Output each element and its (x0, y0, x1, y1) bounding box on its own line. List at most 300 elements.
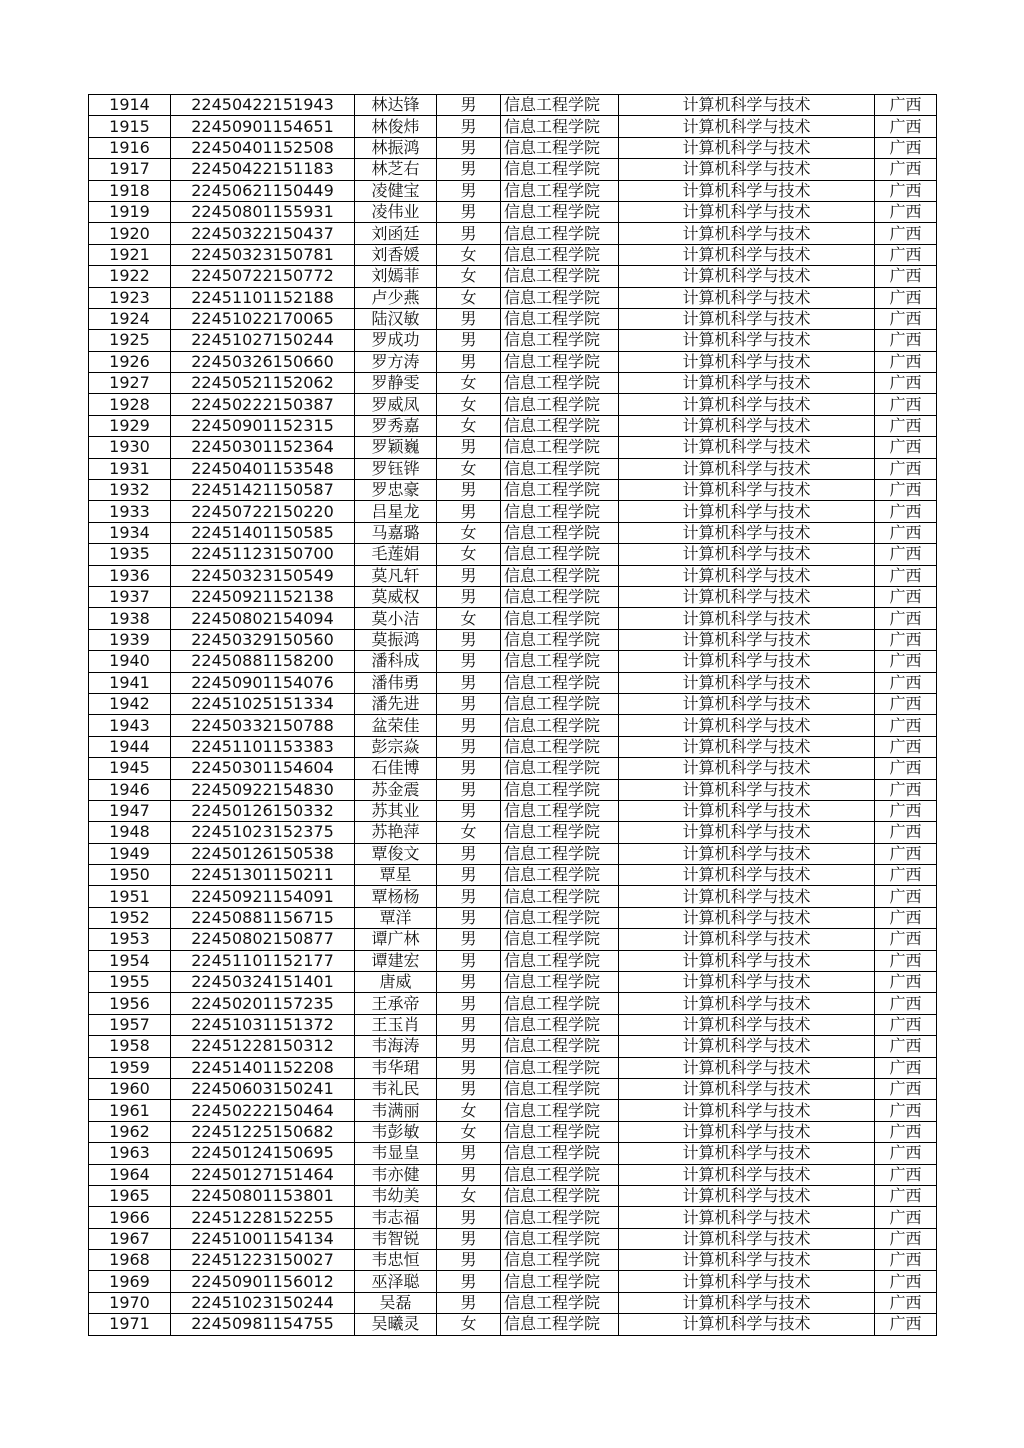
gender-cell: 男 (437, 1271, 501, 1292)
table-row (89, 1207, 937, 1228)
exam-id-cell: 22450124150695 (171, 1143, 355, 1164)
gender-cell: 男 (437, 865, 501, 886)
gender-cell: 男 (437, 95, 501, 116)
major-cell: 计算机科学与技术 (619, 244, 875, 265)
seq-cell: 1959 (89, 1057, 171, 1078)
table-row (89, 608, 937, 629)
student-roster-table (88, 94, 937, 1336)
exam-id-cell: 22450422151183 (171, 159, 355, 180)
seq-cell: 1953 (89, 929, 171, 950)
table-row (89, 1100, 937, 1121)
table-row (89, 244, 937, 265)
college-cell: 信息工程学院 (501, 266, 619, 287)
seq-cell: 1936 (89, 565, 171, 586)
table-row (89, 779, 937, 800)
major-cell: 计算机科学与技术 (619, 223, 875, 244)
province-cell: 广西 (875, 159, 937, 180)
table-row (89, 843, 937, 864)
name-cell: 苏金震 (355, 779, 437, 800)
college-cell: 信息工程学院 (501, 907, 619, 928)
major-cell: 计算机科学与技术 (619, 137, 875, 158)
exam-id-cell: 22450901156012 (171, 1271, 355, 1292)
gender-cell: 女 (437, 266, 501, 287)
table-row (89, 1250, 937, 1271)
major-cell: 计算机科学与技术 (619, 672, 875, 693)
name-cell: 罗威凤 (355, 394, 437, 415)
seq-cell: 1939 (89, 629, 171, 650)
table-row (89, 137, 937, 158)
name-cell: 韦海涛 (355, 1036, 437, 1057)
major-cell: 计算机科学与技术 (619, 972, 875, 993)
exam-id-cell: 22450921152138 (171, 586, 355, 607)
college-cell: 信息工程学院 (501, 244, 619, 265)
major-cell: 计算机科学与技术 (619, 1014, 875, 1035)
college-cell: 信息工程学院 (501, 800, 619, 821)
college-cell: 信息工程学院 (501, 779, 619, 800)
table-row (89, 736, 937, 757)
province-cell: 广西 (875, 629, 937, 650)
name-cell: 潘科成 (355, 651, 437, 672)
major-cell: 计算机科学与技术 (619, 886, 875, 907)
college-cell: 信息工程学院 (501, 458, 619, 479)
seq-cell: 1957 (89, 1014, 171, 1035)
table-row (89, 651, 937, 672)
name-cell: 刘嫣菲 (355, 266, 437, 287)
gender-cell: 男 (437, 1250, 501, 1271)
seq-cell: 1920 (89, 223, 171, 244)
gender-cell: 男 (437, 437, 501, 458)
table-row (89, 351, 937, 372)
name-cell: 罗忠豪 (355, 480, 437, 501)
table-row (89, 1271, 937, 1292)
exam-id-cell: 22450881156715 (171, 907, 355, 928)
gender-cell: 男 (437, 330, 501, 351)
college-cell: 信息工程学院 (501, 159, 619, 180)
major-cell: 计算机科学与技术 (619, 159, 875, 180)
seq-cell: 1946 (89, 779, 171, 800)
exam-id-cell: 22451001154134 (171, 1228, 355, 1249)
exam-id-cell: 22451123150700 (171, 544, 355, 565)
name-cell: 莫小洁 (355, 608, 437, 629)
exam-id-cell: 22450901154651 (171, 116, 355, 137)
major-cell: 计算机科学与技术 (619, 693, 875, 714)
major-cell: 计算机科学与技术 (619, 715, 875, 736)
gender-cell: 女 (437, 1100, 501, 1121)
gender-cell: 女 (437, 522, 501, 543)
college-cell: 信息工程学院 (501, 672, 619, 693)
seq-cell: 1938 (89, 608, 171, 629)
major-cell: 计算机科学与技术 (619, 373, 875, 394)
name-cell: 韦显皇 (355, 1143, 437, 1164)
college-cell: 信息工程学院 (501, 758, 619, 779)
major-cell: 计算机科学与技术 (619, 736, 875, 757)
table-row (89, 993, 937, 1014)
seq-cell: 1944 (89, 736, 171, 757)
gender-cell: 男 (437, 223, 501, 244)
gender-cell: 男 (437, 1036, 501, 1057)
exam-id-cell: 22451225150682 (171, 1121, 355, 1142)
table-row (89, 480, 937, 501)
seq-cell: 1964 (89, 1164, 171, 1185)
table-row (89, 972, 937, 993)
college-cell: 信息工程学院 (501, 629, 619, 650)
name-cell: 莫威权 (355, 586, 437, 607)
province-cell: 广西 (875, 929, 937, 950)
college-cell: 信息工程学院 (501, 1078, 619, 1099)
exam-id-cell: 22450127151464 (171, 1164, 355, 1185)
major-cell: 计算机科学与技术 (619, 308, 875, 329)
college-cell: 信息工程学院 (501, 95, 619, 116)
college-cell: 信息工程学院 (501, 522, 619, 543)
province-cell: 广西 (875, 522, 937, 543)
name-cell: 谭广林 (355, 929, 437, 950)
exam-id-cell: 22450301154604 (171, 758, 355, 779)
gender-cell: 男 (437, 565, 501, 586)
exam-id-cell: 22451101152177 (171, 950, 355, 971)
major-cell: 计算机科学与技术 (619, 480, 875, 501)
college-cell: 信息工程学院 (501, 651, 619, 672)
seq-cell: 1919 (89, 201, 171, 222)
exam-id-cell: 22450323150549 (171, 565, 355, 586)
college-cell: 信息工程学院 (501, 330, 619, 351)
province-cell: 广西 (875, 480, 937, 501)
major-cell: 计算机科学与技术 (619, 993, 875, 1014)
gender-cell: 男 (437, 180, 501, 201)
seq-cell: 1915 (89, 116, 171, 137)
seq-cell: 1917 (89, 159, 171, 180)
name-cell: 王玉肖 (355, 1014, 437, 1035)
seq-cell: 1922 (89, 266, 171, 287)
college-cell: 信息工程学院 (501, 715, 619, 736)
college-cell: 信息工程学院 (501, 693, 619, 714)
province-cell: 广西 (875, 843, 937, 864)
college-cell: 信息工程学院 (501, 1271, 619, 1292)
major-cell: 计算机科学与技术 (619, 1314, 875, 1335)
seq-cell: 1970 (89, 1292, 171, 1313)
name-cell: 罗静雯 (355, 373, 437, 394)
exam-id-cell: 22450802154094 (171, 608, 355, 629)
province-cell: 广西 (875, 1185, 937, 1206)
province-cell: 广西 (875, 415, 937, 436)
college-cell: 信息工程学院 (501, 501, 619, 522)
name-cell: 谭建宏 (355, 950, 437, 971)
province-cell: 广西 (875, 1014, 937, 1035)
province-cell: 广西 (875, 800, 937, 821)
province-cell: 广西 (875, 950, 937, 971)
exam-id-cell: 22450401152508 (171, 137, 355, 158)
table-row (89, 95, 937, 116)
table-row (89, 1164, 937, 1185)
seq-cell: 1925 (89, 330, 171, 351)
name-cell: 罗成功 (355, 330, 437, 351)
table-row (89, 822, 937, 843)
major-cell: 计算机科学与技术 (619, 351, 875, 372)
name-cell: 林达锋 (355, 95, 437, 116)
major-cell: 计算机科学与技术 (619, 1121, 875, 1142)
seq-cell: 1933 (89, 501, 171, 522)
seq-cell: 1958 (89, 1036, 171, 1057)
table-row (89, 1185, 937, 1206)
seq-cell: 1930 (89, 437, 171, 458)
table-row (89, 1314, 937, 1335)
seq-cell: 1943 (89, 715, 171, 736)
table-row (89, 586, 937, 607)
province-cell: 广西 (875, 672, 937, 693)
gender-cell: 女 (437, 822, 501, 843)
name-cell: 韦志福 (355, 1207, 437, 1228)
seq-cell: 1956 (89, 993, 171, 1014)
gender-cell: 男 (437, 1292, 501, 1313)
college-cell: 信息工程学院 (501, 544, 619, 565)
province-cell: 广西 (875, 865, 937, 886)
college-cell: 信息工程学院 (501, 993, 619, 1014)
province-cell: 广西 (875, 822, 937, 843)
table-row (89, 565, 937, 586)
college-cell: 信息工程学院 (501, 1292, 619, 1313)
table-row (89, 201, 937, 222)
table-row (89, 180, 937, 201)
major-cell: 计算机科学与技术 (619, 1057, 875, 1078)
exam-id-cell: 22450621150449 (171, 180, 355, 201)
major-cell: 计算机科学与技术 (619, 1185, 875, 1206)
name-cell: 王承帝 (355, 993, 437, 1014)
seq-cell: 1961 (89, 1100, 171, 1121)
table-row (89, 159, 937, 180)
college-cell: 信息工程学院 (501, 843, 619, 864)
name-cell: 巫泽聪 (355, 1271, 437, 1292)
name-cell: 韦智锐 (355, 1228, 437, 1249)
gender-cell: 男 (437, 758, 501, 779)
college-cell: 信息工程学院 (501, 351, 619, 372)
seq-cell: 1969 (89, 1271, 171, 1292)
name-cell: 韦彭敏 (355, 1121, 437, 1142)
province-cell: 广西 (875, 736, 937, 757)
table-row (89, 672, 937, 693)
college-cell: 信息工程学院 (501, 180, 619, 201)
major-cell: 计算机科学与技术 (619, 1292, 875, 1313)
exam-id-cell: 22450222150464 (171, 1100, 355, 1121)
province-cell: 广西 (875, 1036, 937, 1057)
college-cell: 信息工程学院 (501, 415, 619, 436)
college-cell: 信息工程学院 (501, 373, 619, 394)
province-cell: 广西 (875, 1121, 937, 1142)
college-cell: 信息工程学院 (501, 886, 619, 907)
province-cell: 广西 (875, 544, 937, 565)
province-cell: 广西 (875, 758, 937, 779)
gender-cell: 男 (437, 159, 501, 180)
gender-cell: 男 (437, 886, 501, 907)
exam-id-cell: 22451228150312 (171, 1036, 355, 1057)
name-cell: 石佳博 (355, 758, 437, 779)
college-cell: 信息工程学院 (501, 223, 619, 244)
province-cell: 广西 (875, 779, 937, 800)
name-cell: 刘香媛 (355, 244, 437, 265)
exam-id-cell: 22450802150877 (171, 929, 355, 950)
seq-cell: 1948 (89, 822, 171, 843)
name-cell: 吴磊 (355, 1292, 437, 1313)
college-cell: 信息工程学院 (501, 822, 619, 843)
table-row (89, 1078, 937, 1099)
exam-id-cell: 22450332150788 (171, 715, 355, 736)
province-cell: 广西 (875, 993, 937, 1014)
name-cell: 凌伟业 (355, 201, 437, 222)
college-cell: 信息工程学院 (501, 929, 619, 950)
major-cell: 计算机科学与技术 (619, 843, 875, 864)
major-cell: 计算机科学与技术 (619, 394, 875, 415)
seq-cell: 1965 (89, 1185, 171, 1206)
table-row (89, 544, 937, 565)
major-cell: 计算机科学与技术 (619, 180, 875, 201)
exam-id-cell: 22450301152364 (171, 437, 355, 458)
college-cell: 信息工程学院 (501, 308, 619, 329)
gender-cell: 男 (437, 651, 501, 672)
table-row (89, 1121, 937, 1142)
province-cell: 广西 (875, 565, 937, 586)
exam-id-cell: 22451421150587 (171, 480, 355, 501)
province-cell: 广西 (875, 394, 937, 415)
table-row (89, 886, 937, 907)
seq-cell: 1966 (89, 1207, 171, 1228)
gender-cell: 男 (437, 929, 501, 950)
college-cell: 信息工程学院 (501, 972, 619, 993)
name-cell: 罗方涛 (355, 351, 437, 372)
college-cell: 信息工程学院 (501, 1207, 619, 1228)
seq-cell: 1954 (89, 950, 171, 971)
name-cell: 罗秀嘉 (355, 415, 437, 436)
name-cell: 凌健宝 (355, 180, 437, 201)
province-cell: 广西 (875, 458, 937, 479)
major-cell: 计算机科学与技术 (619, 1250, 875, 1271)
province-cell: 广西 (875, 586, 937, 607)
major-cell: 计算机科学与技术 (619, 758, 875, 779)
seq-cell: 1952 (89, 907, 171, 928)
gender-cell: 男 (437, 672, 501, 693)
gender-cell: 男 (437, 972, 501, 993)
table-row (89, 330, 937, 351)
gender-cell: 男 (437, 843, 501, 864)
gender-cell: 男 (437, 351, 501, 372)
name-cell: 覃星 (355, 865, 437, 886)
seq-cell: 1963 (89, 1143, 171, 1164)
college-cell: 信息工程学院 (501, 437, 619, 458)
seq-cell: 1931 (89, 458, 171, 479)
college-cell: 信息工程学院 (501, 1057, 619, 1078)
table-row (89, 1057, 937, 1078)
major-cell: 计算机科学与技术 (619, 1100, 875, 1121)
major-cell: 计算机科学与技术 (619, 544, 875, 565)
name-cell: 陆汉敏 (355, 308, 437, 329)
table-row (89, 1143, 937, 1164)
college-cell: 信息工程学院 (501, 201, 619, 222)
table-row (89, 501, 937, 522)
gender-cell: 女 (437, 1185, 501, 1206)
college-cell: 信息工程学院 (501, 394, 619, 415)
exam-id-cell: 22451027150244 (171, 330, 355, 351)
exam-id-cell: 22450921154091 (171, 886, 355, 907)
province-cell: 广西 (875, 330, 937, 351)
seq-cell: 1926 (89, 351, 171, 372)
province-cell: 广西 (875, 1250, 937, 1271)
college-cell: 信息工程学院 (501, 1228, 619, 1249)
college-cell: 信息工程学院 (501, 608, 619, 629)
exam-id-cell: 22451401152208 (171, 1057, 355, 1078)
gender-cell: 男 (437, 586, 501, 607)
name-cell: 覃俊文 (355, 843, 437, 864)
roster-body (89, 95, 937, 1336)
seq-cell: 1955 (89, 972, 171, 993)
gender-cell: 男 (437, 1207, 501, 1228)
table-row (89, 693, 937, 714)
province-cell: 广西 (875, 351, 937, 372)
exam-id-cell: 22450126150332 (171, 800, 355, 821)
exam-id-cell: 22451228152255 (171, 1207, 355, 1228)
province-cell: 广西 (875, 244, 937, 265)
name-cell: 马嘉璐 (355, 522, 437, 543)
province-cell: 广西 (875, 1207, 937, 1228)
table-row (89, 437, 937, 458)
seq-cell: 1945 (89, 758, 171, 779)
gender-cell: 男 (437, 1164, 501, 1185)
seq-cell: 1934 (89, 522, 171, 543)
college-cell: 信息工程学院 (501, 1185, 619, 1206)
gender-cell: 男 (437, 800, 501, 821)
seq-cell: 1928 (89, 394, 171, 415)
major-cell: 计算机科学与技术 (619, 287, 875, 308)
major-cell: 计算机科学与技术 (619, 1164, 875, 1185)
seq-cell: 1968 (89, 1250, 171, 1271)
province-cell: 广西 (875, 608, 937, 629)
major-cell: 计算机科学与技术 (619, 1207, 875, 1228)
name-cell: 吕星龙 (355, 501, 437, 522)
gender-cell: 男 (437, 1143, 501, 1164)
major-cell: 计算机科学与技术 (619, 501, 875, 522)
seq-cell: 1921 (89, 244, 171, 265)
name-cell: 苏艳萍 (355, 822, 437, 843)
province-cell: 广西 (875, 373, 937, 394)
gender-cell: 女 (437, 287, 501, 308)
table-row (89, 865, 937, 886)
exam-id-cell: 22451301150211 (171, 865, 355, 886)
name-cell: 莫振鸿 (355, 629, 437, 650)
exam-id-cell: 22450422151943 (171, 95, 355, 116)
province-cell: 广西 (875, 972, 937, 993)
province-cell: 广西 (875, 651, 937, 672)
province-cell: 广西 (875, 1292, 937, 1313)
exam-id-cell: 22450922154830 (171, 779, 355, 800)
major-cell: 计算机科学与技术 (619, 116, 875, 137)
table-row (89, 950, 937, 971)
exam-id-cell: 22450901154076 (171, 672, 355, 693)
province-cell: 广西 (875, 287, 937, 308)
exam-id-cell: 22450981154755 (171, 1314, 355, 1335)
gender-cell: 男 (437, 779, 501, 800)
exam-id-cell: 22451223150027 (171, 1250, 355, 1271)
province-cell: 广西 (875, 1143, 937, 1164)
exam-id-cell: 22451023152375 (171, 822, 355, 843)
exam-id-cell: 22450901152315 (171, 415, 355, 436)
seq-cell: 1949 (89, 843, 171, 864)
exam-id-cell: 22450201157235 (171, 993, 355, 1014)
seq-cell: 1927 (89, 373, 171, 394)
college-cell: 信息工程学院 (501, 137, 619, 158)
gender-cell: 女 (437, 373, 501, 394)
seq-cell: 1960 (89, 1078, 171, 1099)
table-row (89, 715, 937, 736)
seq-cell: 1951 (89, 886, 171, 907)
exam-id-cell: 22451022170065 (171, 308, 355, 329)
seq-cell: 1932 (89, 480, 171, 501)
exam-id-cell: 22451401150585 (171, 522, 355, 543)
